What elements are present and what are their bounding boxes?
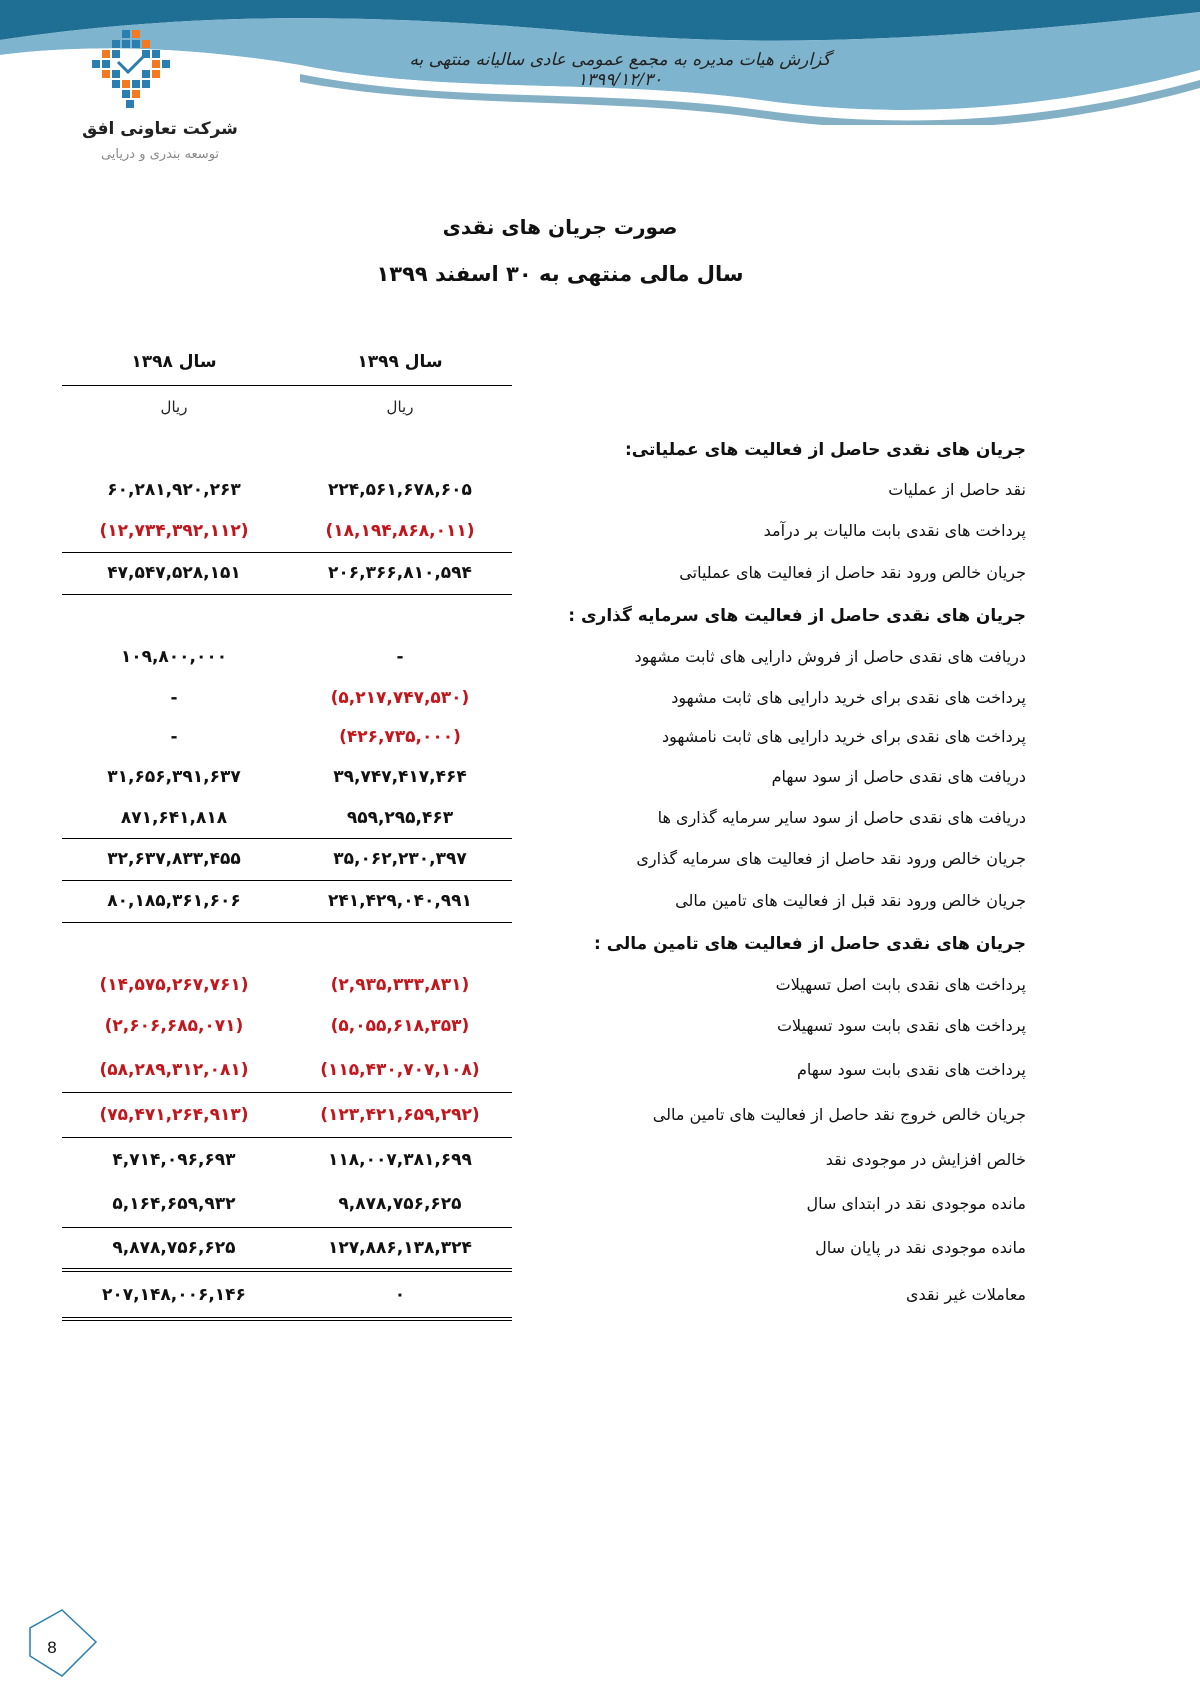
subtotal-rule [62,1137,512,1138]
row-value-prior: (۵۸,۲۸۹,۳۱۲,۰۸۱) [99,1060,249,1080]
company-tagline: توسعه بندری و دریایی [100,147,220,162]
subtotal-rule [62,922,512,923]
row-value-prior: (۱۴,۵۷۵,۲۶۷,۷۶۱) [99,975,249,995]
row-value-current: ۳۵,۰۶۲,۲۳۰,۳۹۷ [333,849,467,869]
page-number: 8 [47,1638,57,1657]
row-value-prior: - [170,688,178,708]
page-number-badge [28,1608,98,1678]
document-title: صورت جریان های نقدی [442,215,678,239]
row-value-current: (۵,۲۱۷,۷۴۷,۵۳۰) [330,688,470,708]
row-label: معاملات غیر نقدی [905,1285,1026,1304]
row-value-prior: ۵,۱۶۴,۶۵۹,۹۳۲ [112,1194,236,1214]
column-header-current: سال ۱۳۹۹ [357,352,443,372]
row-label: دریافت های نقدی حاصل از سود سایر سرمایه گذاری ها [657,808,1026,827]
section-heading-investing: جریان های نقدی حاصل از فعالیت های سرمایه گذاری : [568,606,1026,626]
row-label: پرداخت های نقدی بابت سود سهام [796,1060,1026,1079]
row-label: جریان خالص خروج نقد حاصل از فعالیت های تامین مالی [652,1105,1026,1124]
company-logo [88,30,174,116]
row-label: دریافت های نقدی حاصل از سود سهام [771,767,1026,786]
subtotal-rule [62,552,512,553]
row-value-prior: - [170,727,178,747]
row-value-prior: (۲,۶۰۶,۶۸۵,۰۷۱) [104,1016,244,1036]
row-value-current: (۲,۹۳۵,۳۳۳,۸۳۱) [330,975,470,995]
row-label: پرداخت های نقدی برای خرید دارایی های ثابت مشهود [671,688,1026,707]
subtotal-rule [62,594,512,595]
row-label: جریان خالص ورود نقد قبل از فعالیت های تامین مالی [675,891,1026,910]
row-value-prior: ۸۰,۱۸۵,۳۶۱,۶۰۶ [107,891,241,911]
row-label: دریافت های نقدی حاصل از فروش دارایی های ثابت مشهود [634,647,1026,666]
row-value-current: ۹,۸۷۸,۷۵۶,۶۲۵ [338,1194,462,1214]
row-label: نقد حاصل از عملیات [888,480,1026,499]
row-value-prior: ۱۰۹,۸۰۰,۰۰۰ [120,647,228,667]
row-label: پرداخت های نقدی بابت اصل تسهیلات [775,975,1026,994]
row-value-current: (۱۱۵,۴۳۰,۷۰۷,۱۰۸) [320,1060,480,1080]
row-value-current: (۱۲۳,۴۲۱,۶۵۹,۲۹۲) [320,1105,480,1125]
row-value-current: ۱۲۷,۸۸۶,۱۳۸,۳۲۴ [328,1238,472,1258]
row-value-prior: ۳۱,۶۵۶,۳۹۱,۶۳۷ [107,767,241,787]
row-value-prior: ۴,۷۱۴,۰۹۶,۶۹۳ [112,1150,236,1170]
subtotal-rule [62,1227,512,1228]
row-label: مانده موجودی نقد در ابتدای سال [806,1194,1026,1213]
row-value-current: ۳۹,۷۴۷,۴۱۷,۴۶۴ [333,767,467,787]
row-value-current: ۲۴۱,۴۲۹,۰۴۰,۹۹۱ [328,891,472,911]
document-subtitle: سال مالی منتهی به ۳۰ اسفند ۱۳۹۹ [376,262,744,286]
subtotal-rule [62,1092,512,1093]
row-label: پرداخت های نقدی بابت سود تسهیلات [776,1016,1026,1035]
section-heading-financing: جریان های نقدی حاصل از فعالیت های تامین مالی : [594,934,1026,954]
column-unit-current: ریال [386,398,414,416]
row-value-prior: ۲۰۷,۱۴۸,۰۰۶,۱۴۶ [102,1285,246,1305]
column-unit-prior: ریال [160,398,188,416]
row-value-prior: ۹,۸۷۸,۷۵۶,۶۲۵ [112,1238,236,1258]
row-value-current: ۱۱۸,۰۰۷,۳۸۱,۶۹۹ [328,1150,472,1170]
header-rule [62,385,512,386]
row-value-prior: ۴۷,۵۴۷,۵۲۸,۱۵۱ [107,563,241,583]
total-double-rule [62,1317,512,1321]
row-value-current: (۱۸,۱۹۴,۸۶۸,۰۱۱) [325,521,475,541]
row-value-current: (۵,۰۵۵,۶۱۸,۳۵۳) [330,1016,470,1036]
column-header-prior: سال ۱۳۹۸ [131,352,217,372]
row-label: مانده موجودی نقد در پایان سال [815,1238,1026,1257]
row-label: جریان خالص ورود نقد حاصل از فعالیت های عملیاتی [679,563,1026,582]
row-value-current: - [396,647,404,667]
subtotal-rule [62,838,512,839]
row-value-current: ۲۲۴,۵۶۱,۶۷۸,۶۰۵ [328,480,472,500]
row-value-prior: ۳۲,۶۳۷,۸۳۳,۴۵۵ [107,849,241,869]
row-value-current: ۰ [394,1285,406,1305]
row-value-prior: (۱۲,۷۳۴,۳۹۲,۱۱۲) [99,521,249,541]
row-label: پرداخت های نقدی بابت مالیات بر درآمد [763,521,1026,540]
row-value-current: ۹۵۹,۲۹۵,۴۶۳ [346,808,454,828]
row-value-current: ۲۰۶,۳۶۶,۸۱۰,۵۹۴ [328,563,472,583]
row-value-prior: ۶۰,۲۸۱,۹۲۰,۲۶۳ [107,480,241,500]
report-title: گزارش هیات مدیره به مجمع عمومی عادی سالیانه منتهی به ۱۳۹۹/۱۲/۳۰ [409,50,831,90]
row-label: پرداخت های نقدی برای خرید دارایی های ثابت نامشهود [661,727,1026,746]
total-double-rule [62,1268,512,1272]
subtotal-rule [62,880,512,881]
row-value-current: (۴۲۶,۷۳۵,۰۰۰) [339,727,461,747]
company-name: شرکت تعاونی افق [82,119,238,139]
row-label: جریان خالص ورود نقد حاصل از فعالیت های سرمایه گذاری [636,849,1026,868]
section-heading-operating: جریان های نقدی حاصل از فعالیت های عملیاتی: [625,440,1026,460]
row-value-prior: ۸۷۱,۶۴۱,۸۱۸ [120,808,228,828]
row-label: خالص افزایش در موجودی نقد [825,1150,1026,1169]
row-value-prior: (۷۵,۴۷۱,۲۶۴,۹۱۳) [99,1105,249,1125]
